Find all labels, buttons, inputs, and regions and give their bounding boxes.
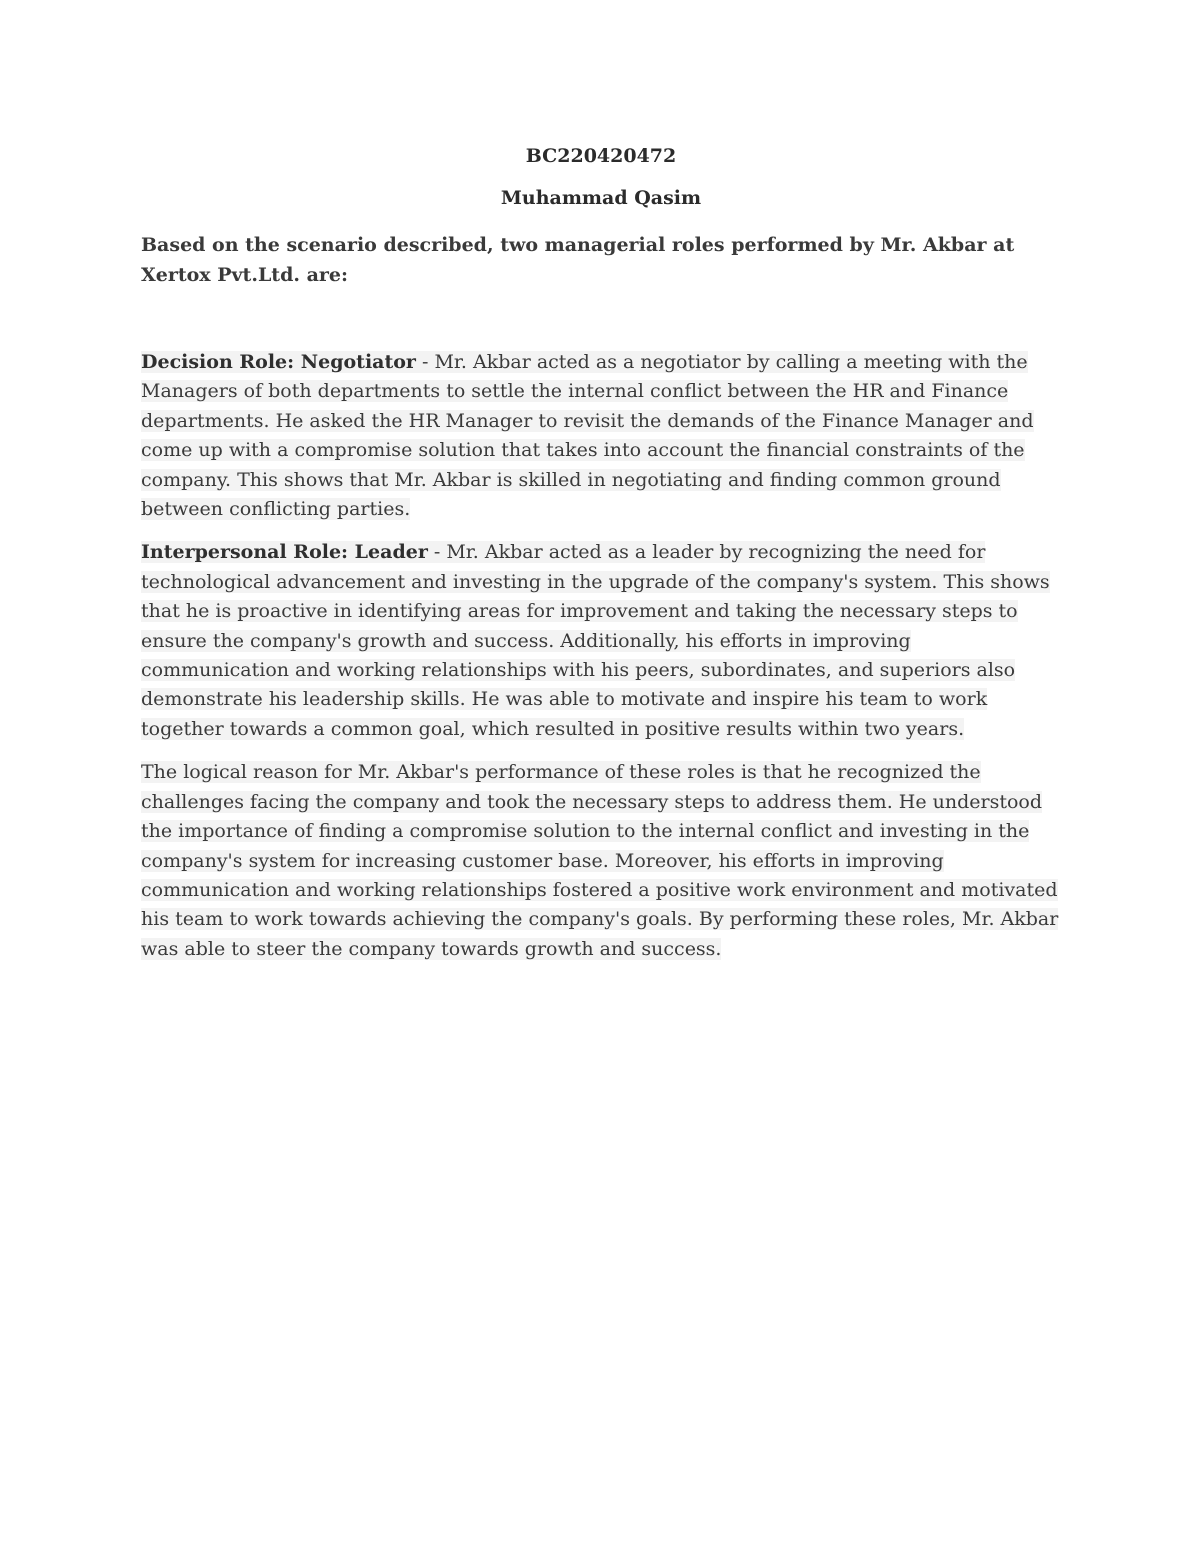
negotiator-heading: Decision Role: Negotiator [141, 351, 416, 373]
leader-text: - Mr. Akbar acted as a leader by recognizing the need for technological advancement and investing in the upgrade of the company's system. This shows that he is proactive in identifying areas for improvement and taking the necessary steps to ensure the company's growth and success. Additionally, his efforts in improving communication and working relationships with his peers, subordinates, and superiors also demonstrate his leadership skills. He was able to motivate and inspire his team to work together towards a common goal, which resulted in positive results within two years. [141, 541, 1050, 740]
negotiator-text: - Mr. Akbar acted as a negotiator by calling a meeting with the Managers of both departments to settle the internal conflict between the HR and Finance departments. He asked the HR Manager to revisit the demands of the Finance Manager and come up with a compromise solution that takes into account the financial constraints of the company. This shows that Mr. Akbar is skilled in negotiating and finding common ground between conflicting parties. [141, 351, 1034, 521]
leader-paragraph [141, 538, 1061, 744]
document-body [141, 140, 1061, 964]
logical-reason-paragraph [141, 758, 1061, 964]
negotiator-paragraph [141, 348, 1061, 524]
leader-heading: Interpersonal Role: Leader [141, 541, 428, 564]
student-name: Muhammad Qasim [500, 187, 702, 209]
student-id: BC220420472 [525, 145, 677, 167]
logical-reason-text: The logical reason for Mr. Akbar's performance of these roles is that he recognized the challenges facing the company and took the necessary steps to address them. He understood the importance of finding a compromise solution to the internal conflict and investing in the company's system for increasing customer base. Moreover, his efforts in improving communication and working relationships fostered a positive work environment and motivated his team to work towards achieving the company's goals. By performing these roles, Mr. Akbar was able to steer the company towards growth and success. [141, 761, 1059, 960]
intro-paragraph: Based on the scenario described, two managerial roles performed by Mr. Akbar at Xertox Pvt.Ltd. are: [141, 234, 1015, 286]
